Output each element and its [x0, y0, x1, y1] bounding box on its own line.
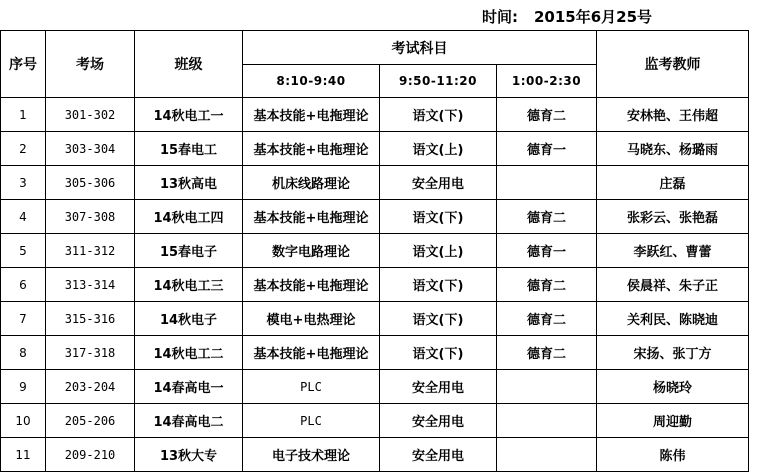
room-cell: 209-210 — [46, 438, 135, 472]
row-index: 3 — [1, 166, 46, 200]
row-index: 7 — [1, 302, 46, 336]
slot2-subject: 安全用电 — [380, 370, 497, 404]
class-cell: 13秋大专 — [135, 438, 243, 472]
room-header: 考场 — [46, 31, 135, 98]
proctors-cell: 侯晨祥、朱子正 — [597, 268, 749, 302]
table-row — [1, 404, 749, 438]
proctors-cell: 安林艳、王伟超 — [597, 98, 749, 132]
row-index: 9 — [1, 370, 46, 404]
slot1-subject: 基本技能+电拖理论 — [243, 200, 380, 234]
proctors-header: 监考教师 — [597, 31, 749, 98]
room-cell: 203-204 — [46, 370, 135, 404]
table-row — [1, 200, 749, 234]
slot2-subject: 安全用电 — [380, 404, 497, 438]
slot3-subject — [497, 438, 597, 472]
slot3-subject: 德育一 — [497, 132, 597, 166]
table-row — [1, 336, 749, 370]
slot1-subject: 基本技能+电拖理论 — [243, 98, 380, 132]
slot2-subject: 语文(下) — [380, 302, 497, 336]
proctors-cell: 关利民、陈晓迪 — [597, 302, 749, 336]
time-slot-2: 9:50-11:20 — [380, 65, 497, 98]
proctors-cell: 陈伟 — [597, 438, 749, 472]
time-slot-1: 8:10-9:40 — [243, 65, 380, 98]
slot3-subject: 德育二 — [497, 302, 597, 336]
date-label: 时间: — [482, 8, 518, 26]
slot1-subject: PLC — [243, 370, 380, 404]
slot1-subject: 基本技能+电拖理论 — [243, 132, 380, 166]
slot3-subject: 德育二 — [497, 200, 597, 234]
exam-date — [482, 6, 652, 28]
slot2-subject: 安全用电 — [380, 166, 497, 200]
room-cell: 313-314 — [46, 268, 135, 302]
slot3-subject — [497, 166, 597, 200]
room-cell: 307-308 — [46, 200, 135, 234]
table-row — [1, 302, 749, 336]
proctors-cell: 马晓东、杨璐雨 — [597, 132, 749, 166]
class-header: 班级 — [135, 31, 243, 98]
proctors-cell: 李跃红、曹蕾 — [597, 234, 749, 268]
slot2-subject: 语文(下) — [380, 200, 497, 234]
slot2-subject: 语文(下) — [380, 98, 497, 132]
class-cell: 14春高电一 — [135, 370, 243, 404]
row-index: 11 — [1, 438, 46, 472]
table-row — [1, 268, 749, 302]
class-cell: 14秋电工四 — [135, 200, 243, 234]
proctors-cell: 宋扬、张丁方 — [597, 336, 749, 370]
table-row — [1, 166, 749, 200]
slot1-subject: 模电+电热理论 — [243, 302, 380, 336]
proctors-cell: 庄磊 — [597, 166, 749, 200]
slot3-subject: 德育一 — [497, 234, 597, 268]
slot1-subject: 基本技能+电拖理论 — [243, 336, 380, 370]
row-index: 4 — [1, 200, 46, 234]
row-index: 8 — [1, 336, 46, 370]
class-cell: 14秋电工三 — [135, 268, 243, 302]
class-cell: 14秋电工一 — [135, 98, 243, 132]
table-row — [1, 438, 749, 472]
slot3-subject: 德育二 — [497, 98, 597, 132]
slot2-subject: 语文(上) — [380, 132, 497, 166]
proctors-cell: 周迎勤 — [597, 404, 749, 438]
class-cell: 15春电子 — [135, 234, 243, 268]
class-cell: 15春电工 — [135, 132, 243, 166]
slot2-subject: 语文(下) — [380, 336, 497, 370]
time-slot-3: 1:00-2:30 — [497, 65, 597, 98]
row-index: 5 — [1, 234, 46, 268]
room-cell: 303-304 — [46, 132, 135, 166]
room-cell: 305-306 — [46, 166, 135, 200]
slot1-subject: 数字电路理论 — [243, 234, 380, 268]
class-cell: 14秋电子 — [135, 302, 243, 336]
room-cell: 315-316 — [46, 302, 135, 336]
room-cell: 311-312 — [46, 234, 135, 268]
date-value: 2015年6月25号 — [534, 8, 653, 26]
slot2-subject: 安全用电 — [380, 438, 497, 472]
exam-schedule-table — [0, 30, 749, 472]
room-cell: 317-318 — [46, 336, 135, 370]
slot3-subject — [497, 370, 597, 404]
class-cell: 13秋高电 — [135, 166, 243, 200]
slot1-subject: 机床线路理论 — [243, 166, 380, 200]
slot1-subject: PLC — [243, 404, 380, 438]
slot2-subject: 语文(上) — [380, 234, 497, 268]
proctors-cell: 杨晓玲 — [597, 370, 749, 404]
proctors-cell: 张彩云、张艳磊 — [597, 200, 749, 234]
row-index: 10 — [1, 404, 46, 438]
table-row — [1, 98, 749, 132]
schedule-body — [1, 98, 749, 472]
slot3-subject: 德育二 — [497, 336, 597, 370]
slot2-subject: 语文(下) — [380, 268, 497, 302]
header-row — [1, 31, 749, 65]
slot3-subject: 德育二 — [497, 268, 597, 302]
row-index: 1 — [1, 98, 46, 132]
slot3-subject — [497, 404, 597, 438]
class-cell: 14秋电工二 — [135, 336, 243, 370]
room-cell: 205-206 — [46, 404, 135, 438]
room-cell: 301-302 — [46, 98, 135, 132]
row-index: 2 — [1, 132, 46, 166]
slot1-subject: 电子技术理论 — [243, 438, 380, 472]
slot1-subject: 基本技能+电拖理论 — [243, 268, 380, 302]
table-row — [1, 370, 749, 404]
table-row — [1, 234, 749, 268]
table-row — [1, 132, 749, 166]
subjects-header: 考试科目 — [243, 31, 597, 65]
row-index: 6 — [1, 268, 46, 302]
index-header: 序号 — [1, 31, 46, 98]
class-cell: 14春高电二 — [135, 404, 243, 438]
